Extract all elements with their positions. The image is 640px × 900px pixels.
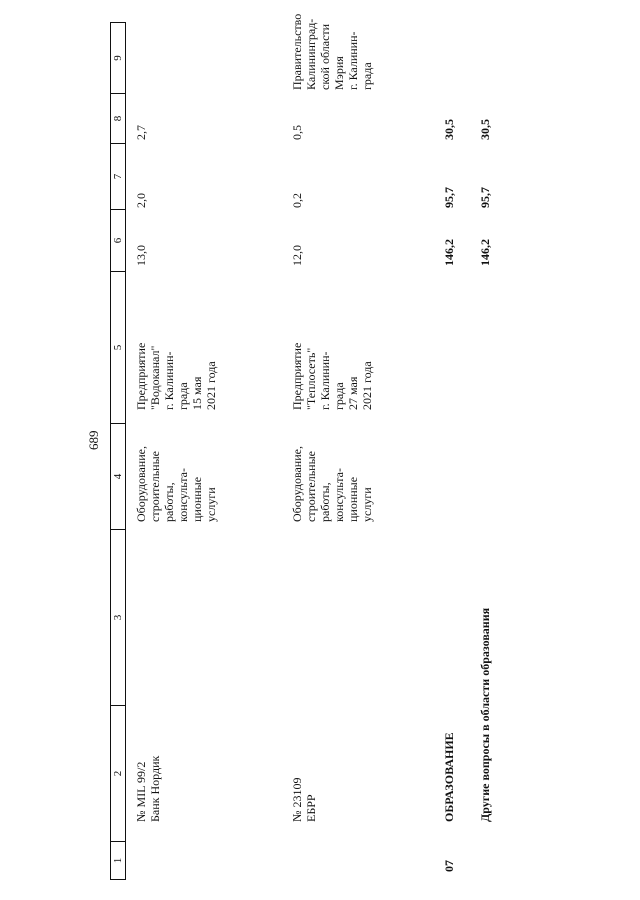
col-header-6: 6 — [111, 209, 125, 271]
section-col7: 95,7 — [442, 187, 456, 208]
column-number-header — [110, 22, 126, 880]
row2-col6: 12,0 — [290, 245, 304, 266]
col-header-2: 2 — [111, 705, 125, 841]
col-header-3: 3 — [111, 529, 125, 705]
col-header-5: 5 — [111, 271, 125, 423]
row1-col6: 13,0 — [134, 245, 148, 266]
section-code: 07 — [442, 860, 456, 872]
row1-purpose: Оборудование, строительные работы, консульта- ционные услуги — [134, 446, 218, 522]
row1-col7: 2,0 — [134, 193, 148, 208]
row2-recipient: Предприятие "Теплосеть" г. Калинин- града 27 мая 2021 года — [290, 342, 374, 410]
col-header-7: 7 — [111, 143, 125, 209]
col-header-4: 4 — [111, 423, 125, 529]
row2-col7: 0,2 — [290, 193, 304, 208]
section-col8: 30,5 — [442, 119, 456, 140]
page-number: 689 — [86, 430, 101, 450]
row1-name: № MIL 99/2 Банк Нордик — [134, 755, 162, 822]
section-title: ОБРАЗОВАНИЕ — [442, 732, 456, 822]
col-header-1: 1 — [111, 841, 125, 879]
row1-recipient: Предприятие "Водоканал" г. Калинин- града 15 мая 2021 года — [134, 342, 218, 410]
row1-col8: 2,7 — [134, 125, 148, 140]
rotated-table — [110, 0, 640, 880]
section-col6: 146,2 — [442, 239, 456, 266]
subsection-col6: 146,2 — [478, 239, 492, 266]
row2-purpose: Оборудование, строительные работы, консульта- ционные услуги — [290, 446, 374, 522]
col-header-8: 8 — [111, 93, 125, 143]
row2-name: № 23109 ЕБРР — [290, 777, 318, 822]
col-header-9: 9 — [112, 55, 124, 61]
subsection-title: Другие вопросы в области образования — [478, 607, 492, 822]
subsection-col7: 95,7 — [478, 187, 492, 208]
row2-col9: Правительство Калининград- ской области Мэрия г. Калинин- града — [290, 13, 374, 90]
row2-col8: 0,5 — [290, 125, 304, 140]
subsection-col8: 30,5 — [478, 119, 492, 140]
